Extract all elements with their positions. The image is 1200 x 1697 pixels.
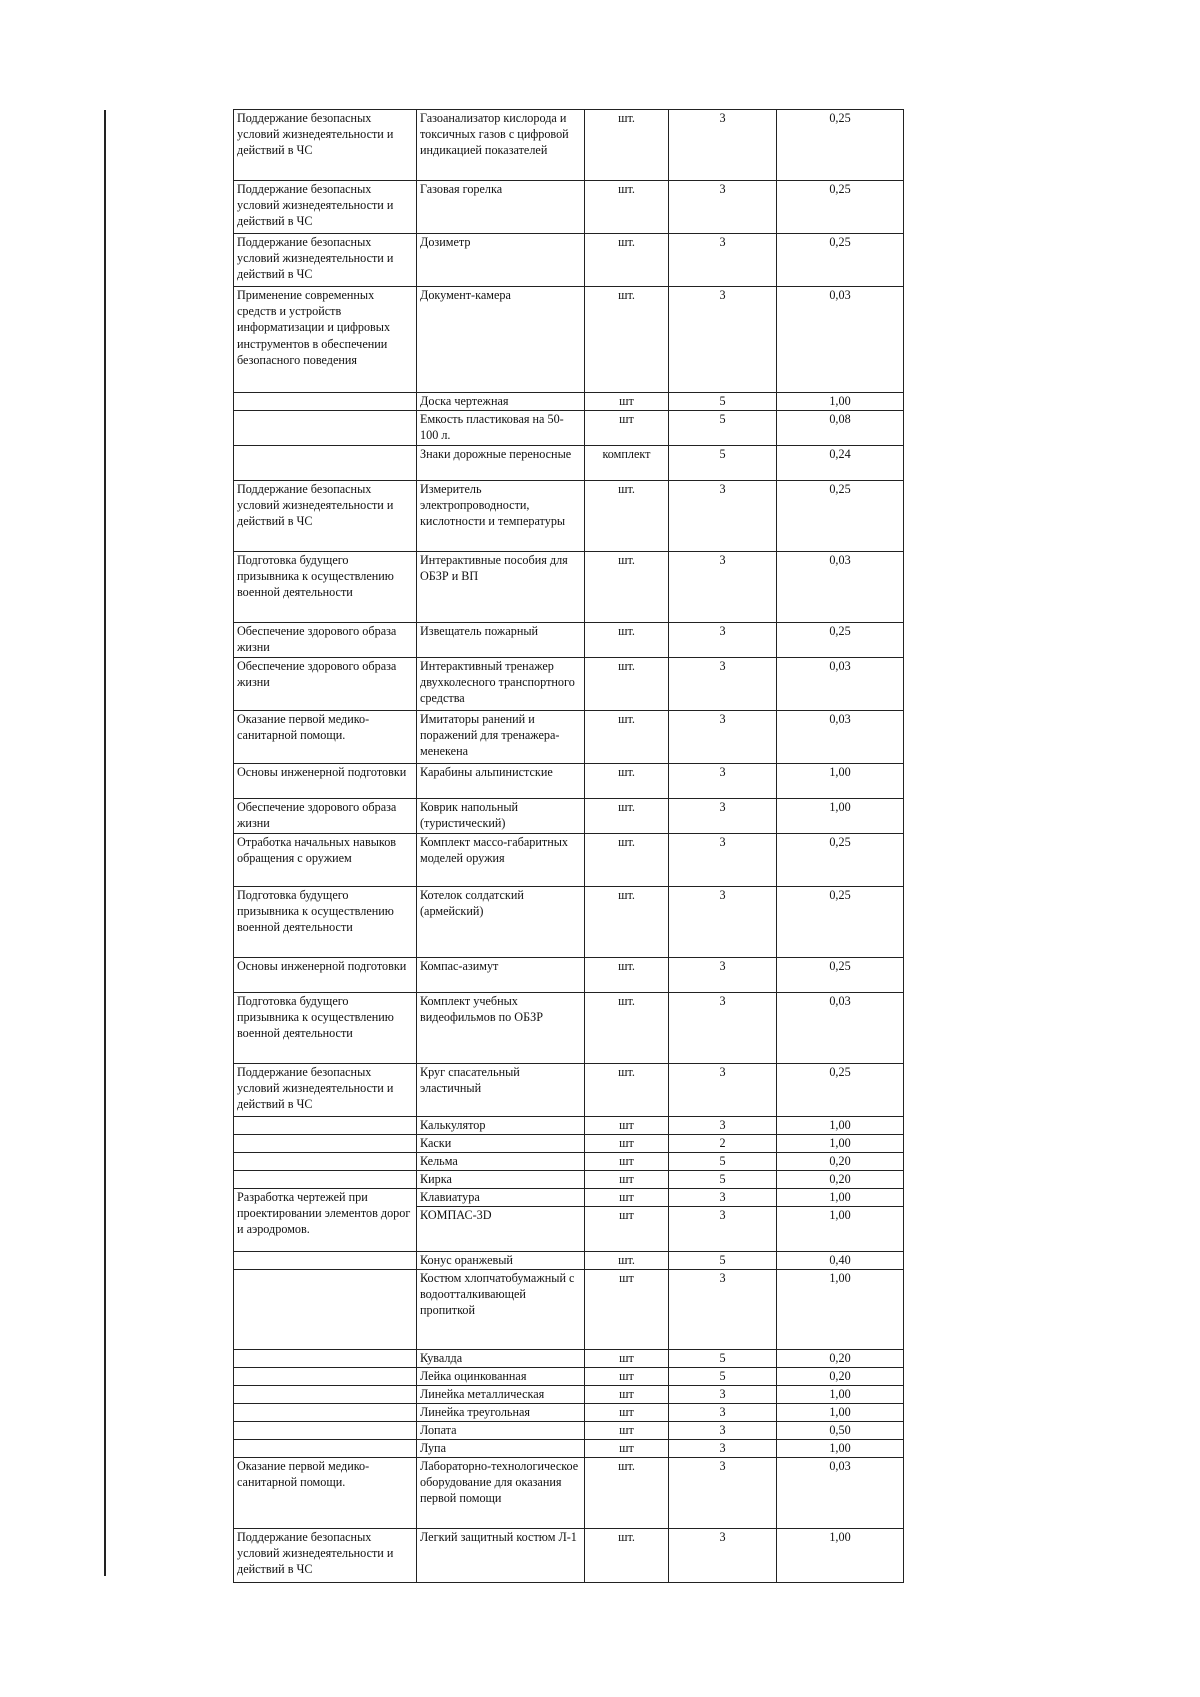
table-row [234,234,904,287]
qty-cell: 5 [669,446,777,481]
table-row [234,1064,904,1117]
coef-cell: 0,20 [777,1350,904,1368]
table-row [234,658,904,711]
item-cell: Интерактивный тренажер двухколесного транспортного средства [417,658,585,711]
unit-cell: шт. [585,181,669,234]
table-row [234,1270,904,1350]
item-cell: Имитаторы ранений и поражений для тренажера-менекена [417,711,585,764]
qty-cell: 3 [669,887,777,958]
unit-cell: шт. [585,623,669,658]
area-cell: Разработка чертежей при проектировании элементов дорог и аэродромов. [234,1189,417,1252]
unit-cell: шт [585,1270,669,1350]
area-cell [234,1117,417,1135]
unit-cell: шт [585,1171,669,1189]
coef-cell: 0,25 [777,110,904,181]
area-cell: Поддержание безопасных условий жизнедеятельности и действий в ЧС [234,234,417,287]
item-cell: Лабораторно-технологическое оборудование для оказания первой помощи [417,1458,585,1529]
qty-cell: 3 [669,658,777,711]
area-cell: Отработка начальных навыков обращения с оружием [234,834,417,887]
unit-cell: шт. [585,1252,669,1270]
area-cell [234,1440,417,1458]
unit-cell: шт. [585,110,669,181]
item-cell: Кельма [417,1153,585,1171]
table-row [234,1117,904,1135]
table-row [234,764,904,799]
item-cell: Костюм хлопчатобумажный с водоотталкивающей пропиткой [417,1270,585,1350]
area-cell [234,1153,417,1171]
area-cell [234,1171,417,1189]
unit-cell: шт. [585,887,669,958]
coef-cell: 0,03 [777,658,904,711]
table-row [234,393,904,411]
unit-cell: шт. [585,287,669,393]
unit-cell: шт [585,393,669,411]
area-cell: Поддержание безопасных условий жизнедеятельности и действий в ЧС [234,181,417,234]
qty-cell: 3 [669,1458,777,1529]
coef-cell: 0,25 [777,887,904,958]
qty-cell: 3 [669,1207,777,1252]
coef-cell: 0,20 [777,1368,904,1386]
unit-cell: шт. [585,1529,669,1583]
qty-cell: 3 [669,1440,777,1458]
area-cell: Поддержание безопасных условий жизнедеятельности и действий в ЧС [234,481,417,552]
qty-cell: 5 [669,1171,777,1189]
table-row [234,711,904,764]
unit-cell: шт. [585,481,669,552]
area-cell [234,1404,417,1422]
area-cell [234,411,417,446]
coef-cell: 0,25 [777,834,904,887]
area-cell [234,1270,417,1350]
item-cell: Комплект массо-габаритных моделей оружия [417,834,585,887]
qty-cell: 3 [669,993,777,1064]
qty-cell: 3 [669,234,777,287]
item-cell: Доска чертежная [417,393,585,411]
item-cell: Интерактивные пособия для ОБЗР и ВП [417,552,585,623]
item-cell: Дозиметр [417,234,585,287]
qty-cell: 3 [669,834,777,887]
qty-cell: 2 [669,1135,777,1153]
area-cell [234,1368,417,1386]
table-row [234,887,904,958]
item-cell: Знаки дорожные переносные [417,446,585,481]
unit-cell: комплект [585,446,669,481]
coef-cell: 0,25 [777,181,904,234]
qty-cell: 3 [669,287,777,393]
table-row [234,411,904,446]
qty-cell: 5 [669,1368,777,1386]
qty-cell: 3 [669,1117,777,1135]
item-cell: Кувалда [417,1350,585,1368]
item-cell: Документ-камера [417,287,585,393]
area-cell: Обеспечение здорового образа жизни [234,658,417,711]
coef-cell: 0,25 [777,1064,904,1117]
equipment-table [233,109,904,1583]
area-cell [234,1252,417,1270]
qty-cell: 5 [669,411,777,446]
coef-cell: 0,50 [777,1422,904,1440]
qty-cell: 3 [669,1064,777,1117]
area-cell: Подготовка будущего призывника к осуществлению военной деятельности [234,887,417,958]
area-cell: Основы инженерной подготовки [234,764,417,799]
qty-cell: 5 [669,393,777,411]
coef-cell: 1,00 [777,393,904,411]
table-row [234,1350,904,1368]
qty-cell: 3 [669,623,777,658]
area-cell [234,1422,417,1440]
item-cell: Коврик напольный (туристический) [417,799,585,834]
unit-cell: шт [585,1189,669,1207]
coef-cell: 1,00 [777,764,904,799]
qty-cell: 3 [669,110,777,181]
unit-cell: шт [585,1153,669,1171]
item-cell: Каски [417,1135,585,1153]
qty-cell: 3 [669,1270,777,1350]
table-row [234,958,904,993]
qty-cell: 3 [669,711,777,764]
table-row [234,110,904,181]
unit-cell: шт [585,1135,669,1153]
area-cell [234,393,417,411]
table-row [234,552,904,623]
item-cell: Круг спасательный эластичный [417,1064,585,1117]
coef-cell: 1,00 [777,1135,904,1153]
coef-cell: 1,00 [777,1207,904,1252]
item-cell: Газовая горелка [417,181,585,234]
coef-cell: 0,08 [777,411,904,446]
table-row [234,287,904,393]
unit-cell: шт. [585,1458,669,1529]
item-cell: Котелок солдатский (армейский) [417,887,585,958]
qty-cell: 3 [669,958,777,993]
qty-cell: 3 [669,1404,777,1422]
qty-cell: 5 [669,1252,777,1270]
item-cell: Легкий защитный костюм Л-1 [417,1529,585,1583]
coef-cell: 0,40 [777,1252,904,1270]
qty-cell: 3 [669,181,777,234]
table-row [234,446,904,481]
unit-cell: шт [585,1207,669,1252]
area-cell [234,1350,417,1368]
left-margin-line [104,110,106,1576]
coef-cell: 1,00 [777,1386,904,1404]
table-row [234,1404,904,1422]
coef-cell: 1,00 [777,1404,904,1422]
table-row [234,1458,904,1529]
coef-cell: 0,24 [777,446,904,481]
area-cell: Поддержание безопасных условий жизнедеятельности и действий в ЧС [234,110,417,181]
item-cell: Комплект учебных видеофильмов по ОБЗР [417,993,585,1064]
table-row [234,1422,904,1440]
coef-cell: 1,00 [777,1189,904,1207]
table-row [234,181,904,234]
qty-cell: 5 [669,1350,777,1368]
unit-cell: шт. [585,234,669,287]
qty-cell: 5 [669,1153,777,1171]
coef-cell: 0,03 [777,993,904,1064]
table-row [234,1386,904,1404]
unit-cell: шт [585,1440,669,1458]
unit-cell: шт. [585,711,669,764]
qty-cell: 3 [669,799,777,834]
coef-cell: 0,25 [777,623,904,658]
item-cell: Кирка [417,1171,585,1189]
item-cell: Линейка треугольная [417,1404,585,1422]
unit-cell: шт [585,1117,669,1135]
unit-cell: шт. [585,799,669,834]
unit-cell: шт [585,1404,669,1422]
coef-cell: 0,03 [777,287,904,393]
qty-cell: 3 [669,1386,777,1404]
table-row [234,1368,904,1386]
qty-cell: 3 [669,764,777,799]
coef-cell: 1,00 [777,1440,904,1458]
unit-cell: шт. [585,764,669,799]
area-cell [234,1386,417,1404]
area-cell: Поддержание безопасных условий жизнедеятельности и действий в ЧС [234,1064,417,1117]
item-cell: Конус оранжевый [417,1252,585,1270]
coef-cell: 1,00 [777,1529,904,1583]
area-cell [234,1135,417,1153]
item-cell: Измеритель электропроводности, кислотности и температуры [417,481,585,552]
coef-cell: 1,00 [777,1117,904,1135]
qty-cell: 3 [669,552,777,623]
coef-cell: 0,25 [777,234,904,287]
coef-cell: 0,20 [777,1171,904,1189]
unit-cell: шт. [585,1064,669,1117]
coef-cell: 0,03 [777,1458,904,1529]
item-cell: Карабины альпинистские [417,764,585,799]
table-row [234,1153,904,1171]
coef-cell: 0,03 [777,711,904,764]
item-cell: Емкость пластиковая на 50-100 л. [417,411,585,446]
area-cell: Оказание первой медико-санитарной помощи. [234,1458,417,1529]
unit-cell: шт. [585,658,669,711]
area-cell: Подготовка будущего призывника к осуществлению военной деятельности [234,552,417,623]
unit-cell: шт. [585,552,669,623]
unit-cell: шт. [585,958,669,993]
area-cell [234,446,417,481]
table-row [234,1252,904,1270]
unit-cell: шт [585,1368,669,1386]
item-cell: Лопата [417,1422,585,1440]
area-cell: Применение современных средств и устройств информатизации и цифровых инструментов в обеспечении безопасного поведения [234,287,417,393]
unit-cell: шт [585,411,669,446]
unit-cell: шт. [585,834,669,887]
coef-cell: 1,00 [777,1270,904,1350]
table-row [234,481,904,552]
item-cell: Лупа [417,1440,585,1458]
table-row [234,1440,904,1458]
area-cell: Обеспечение здорового образа жизни [234,799,417,834]
item-cell: Клавиатура [417,1189,585,1207]
table-row [234,1189,904,1207]
coef-cell: 0,20 [777,1153,904,1171]
unit-cell: шт. [585,993,669,1064]
area-cell: Основы инженерной подготовки [234,958,417,993]
table-row [234,1135,904,1153]
table-row [234,623,904,658]
unit-cell: шт [585,1422,669,1440]
item-cell: Калькулятор [417,1117,585,1135]
item-cell: Извещатель пожарный [417,623,585,658]
item-cell: Линейка металлическая [417,1386,585,1404]
item-cell: Газоанализатор кислорода и токсичных газов с цифровой индикацией показателей [417,110,585,181]
area-cell: Подготовка будущего призывника к осуществлению военной деятельности [234,993,417,1064]
qty-cell: 3 [669,1189,777,1207]
qty-cell: 3 [669,481,777,552]
qty-cell: 3 [669,1529,777,1583]
table-row [234,799,904,834]
area-cell: Поддержание безопасных условий жизнедеятельности и действий в ЧС [234,1529,417,1583]
coef-cell: 0,03 [777,552,904,623]
table-row [234,834,904,887]
table-row [234,993,904,1064]
item-cell: Компас-азимут [417,958,585,993]
item-cell: Лейка оцинкованная [417,1368,585,1386]
coef-cell: 1,00 [777,799,904,834]
area-cell: Оказание первой медико-санитарной помощи. [234,711,417,764]
unit-cell: шт [585,1386,669,1404]
qty-cell: 3 [669,1422,777,1440]
table-row [234,1171,904,1189]
area-cell: Обеспечение здорового образа жизни [234,623,417,658]
table-row [234,1529,904,1583]
coef-cell: 0,25 [777,958,904,993]
unit-cell: шт [585,1350,669,1368]
item-cell: КОМПАС-3D [417,1207,585,1252]
coef-cell: 0,25 [777,481,904,552]
